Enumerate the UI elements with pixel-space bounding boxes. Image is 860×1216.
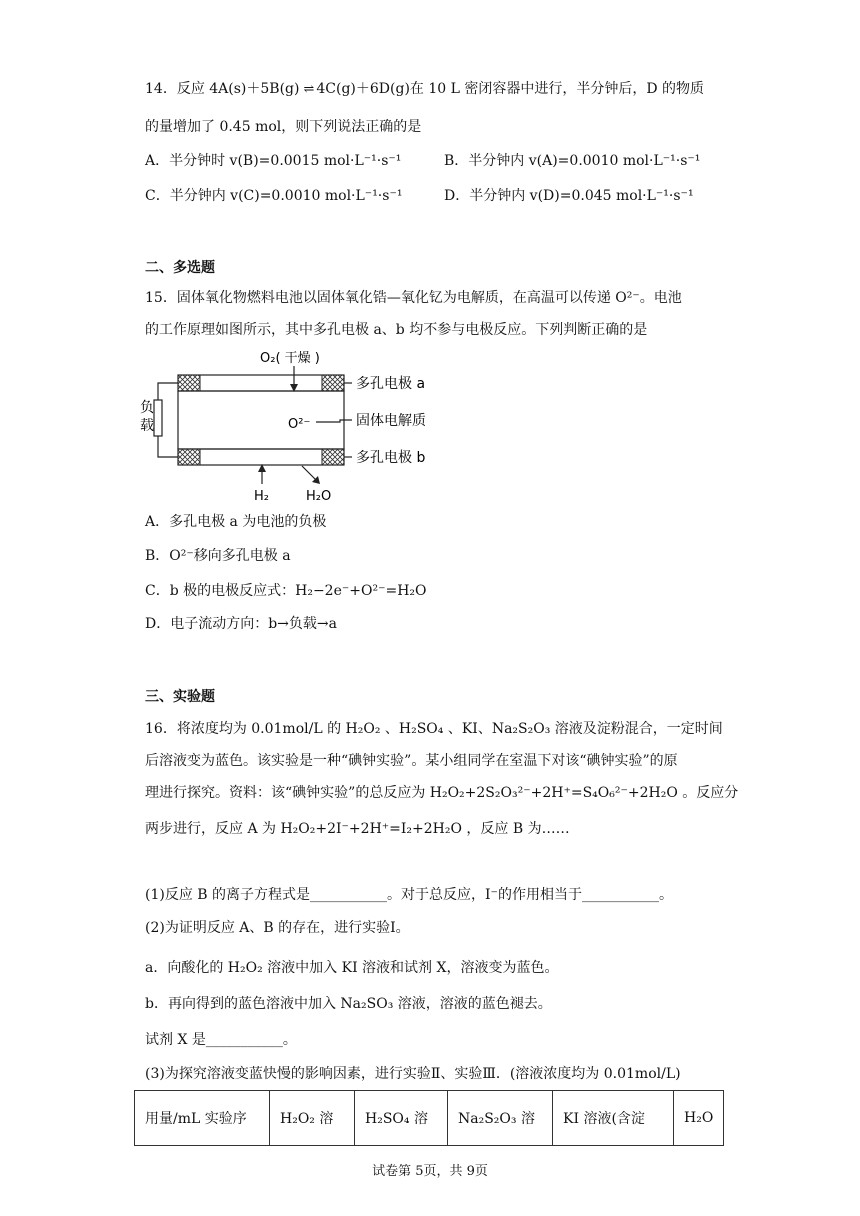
q16-step-b: b．再向得到的蓝色溶液中加入 Na₂SO₃ 溶液，溶液的蓝色褪去。 bbox=[145, 996, 552, 1012]
q14-option-d: D．半分钟内 v(D)=0.045 mol·L⁻¹·s⁻¹ bbox=[444, 188, 694, 204]
electrode-b-right-hatch bbox=[322, 449, 344, 465]
q14-line2: 的量增加了 0.45 mol，则下列说法正确的是 bbox=[145, 119, 422, 135]
q16-line3: 理进行探究。资料：该“碘钟实验”的总反应为 H₂O₂+2S₂O₃²⁻+2H⁺=S₄O₆²⁻+2H₂O 。反应分 bbox=[145, 785, 739, 801]
h2o-label: H₂O bbox=[306, 489, 332, 504]
q16-line4: 两步进行，反应 A 为 H₂O₂+2I⁻+2H⁺=I₂+2H₂O ，反应 B 为…… bbox=[145, 821, 570, 837]
q15-line1: 15．固体氧化物燃料电池以固体氧化锆—氧化钇为电解质，在高温可以传递 O²⁻。电池 bbox=[145, 290, 682, 306]
fuel-cell-diagram bbox=[140, 342, 450, 506]
electrode-a-left-hatch bbox=[178, 375, 200, 391]
h2-label: H₂ bbox=[254, 489, 269, 504]
section-heading-2: 二、多选题 bbox=[145, 260, 215, 276]
table-header-cell: H₂O₂ 溶 bbox=[270, 1091, 355, 1146]
q14-suffix: 4C(g)＋6D(g)在 10 L 密闭容器中进行，半分钟后，D 的物质 bbox=[316, 81, 705, 97]
electrolyte-region bbox=[178, 391, 344, 449]
electrolyte-label: 固体电解质 bbox=[356, 413, 426, 429]
q14-option-a: A．半分钟时 v(B)=0.0015 mol·L⁻¹·s⁻¹ bbox=[145, 153, 402, 169]
table-header-cell: H₂O bbox=[674, 1091, 724, 1146]
table-header-cell: 用量/mL 实验序 bbox=[135, 1091, 270, 1146]
q16-question1: (1)反应 B 的离子方程式是___________。对于总反应，I⁻的作用相当于___________。 bbox=[145, 887, 673, 903]
table-header-cell: Na₂S₂O₃ 溶 bbox=[448, 1091, 553, 1146]
electrode-b-left-hatch bbox=[178, 449, 200, 465]
q15-option-c: C．b 极的电极反应式：H₂−2e⁻+O²⁻=H₂O bbox=[145, 583, 427, 599]
load-label-1: 负 bbox=[140, 400, 154, 416]
table-header-cell: KI 溶液(含淀 bbox=[553, 1091, 674, 1146]
experiment-table bbox=[134, 1090, 724, 1146]
q14-option-b: B．半分钟内 v(A)=0.0010 mol·L⁻¹·s⁻¹ bbox=[444, 153, 701, 169]
q16-question2: (2)为证明反应 A、B 的存在，进行实验Ⅰ。 bbox=[145, 920, 410, 936]
electrode-a-strip bbox=[178, 375, 344, 391]
equilibrium-arrow-icon: ⇌ bbox=[303, 82, 313, 97]
q16-question3: (3)为探究溶液变蓝快慢的影响因素，进行实验Ⅱ、实验Ⅲ．(溶液浓度均为 0.01mol/L) bbox=[145, 1066, 681, 1082]
ion-label: O²⁻ bbox=[288, 417, 311, 432]
load-label-2: 载 bbox=[140, 418, 154, 434]
electrode-b-strip bbox=[178, 449, 344, 465]
q16-line1: 16．将浓度均为 0.01mol/L 的 H₂O₂ 、H₂SO₄ 、KI、Na₂S₂O₃ 溶液及淀粉混合，一定时间 bbox=[145, 721, 723, 737]
q14-line1 bbox=[145, 79, 704, 100]
q15-option-d: D．电子流动方向：b→负载→a bbox=[145, 616, 337, 632]
q14-option-c: C．半分钟内 v(C)=0.0010 mol·L⁻¹·s⁻¹ bbox=[145, 188, 403, 204]
electrode-a-label: 多孔电极 a bbox=[356, 376, 426, 392]
q16-reagent-x: 试剂 X 是___________。 bbox=[145, 1032, 297, 1048]
q15-line2: 的工作原理如图所示，其中多孔电极 a、b 均不参与电极反应。下列判断正确的是 bbox=[145, 322, 648, 338]
q14-prefix: 14．反应 4A(s)＋5B(g) bbox=[145, 81, 300, 97]
page-footer: 试卷第 5页，共 9页 bbox=[372, 1164, 488, 1179]
q16-step-a: a．向酸化的 H₂O₂ 溶液中加入 KI 溶液和试剂 X，溶液变为蓝色。 bbox=[145, 960, 559, 976]
electrode-a-right-hatch bbox=[322, 375, 344, 391]
q16-line2: 后溶液变为蓝色。该实验是一种“碘钟实验”。某小组同学在室温下对该“碘钟实验”的原 bbox=[145, 753, 678, 769]
electrode-b-label: 多孔电极 b bbox=[356, 450, 426, 466]
load-resistor bbox=[154, 400, 162, 436]
table-row bbox=[135, 1091, 724, 1146]
q15-option-b: B．O²⁻移向多孔电极 a bbox=[145, 548, 291, 564]
o2-label: O₂( 干燥 ) bbox=[260, 351, 320, 366]
table-header-cell: H₂SO₄ 溶 bbox=[355, 1091, 448, 1146]
section-heading-3: 三、实验题 bbox=[145, 689, 215, 705]
q15-option-a: A．多孔电极 a 为电池的负极 bbox=[145, 514, 327, 530]
